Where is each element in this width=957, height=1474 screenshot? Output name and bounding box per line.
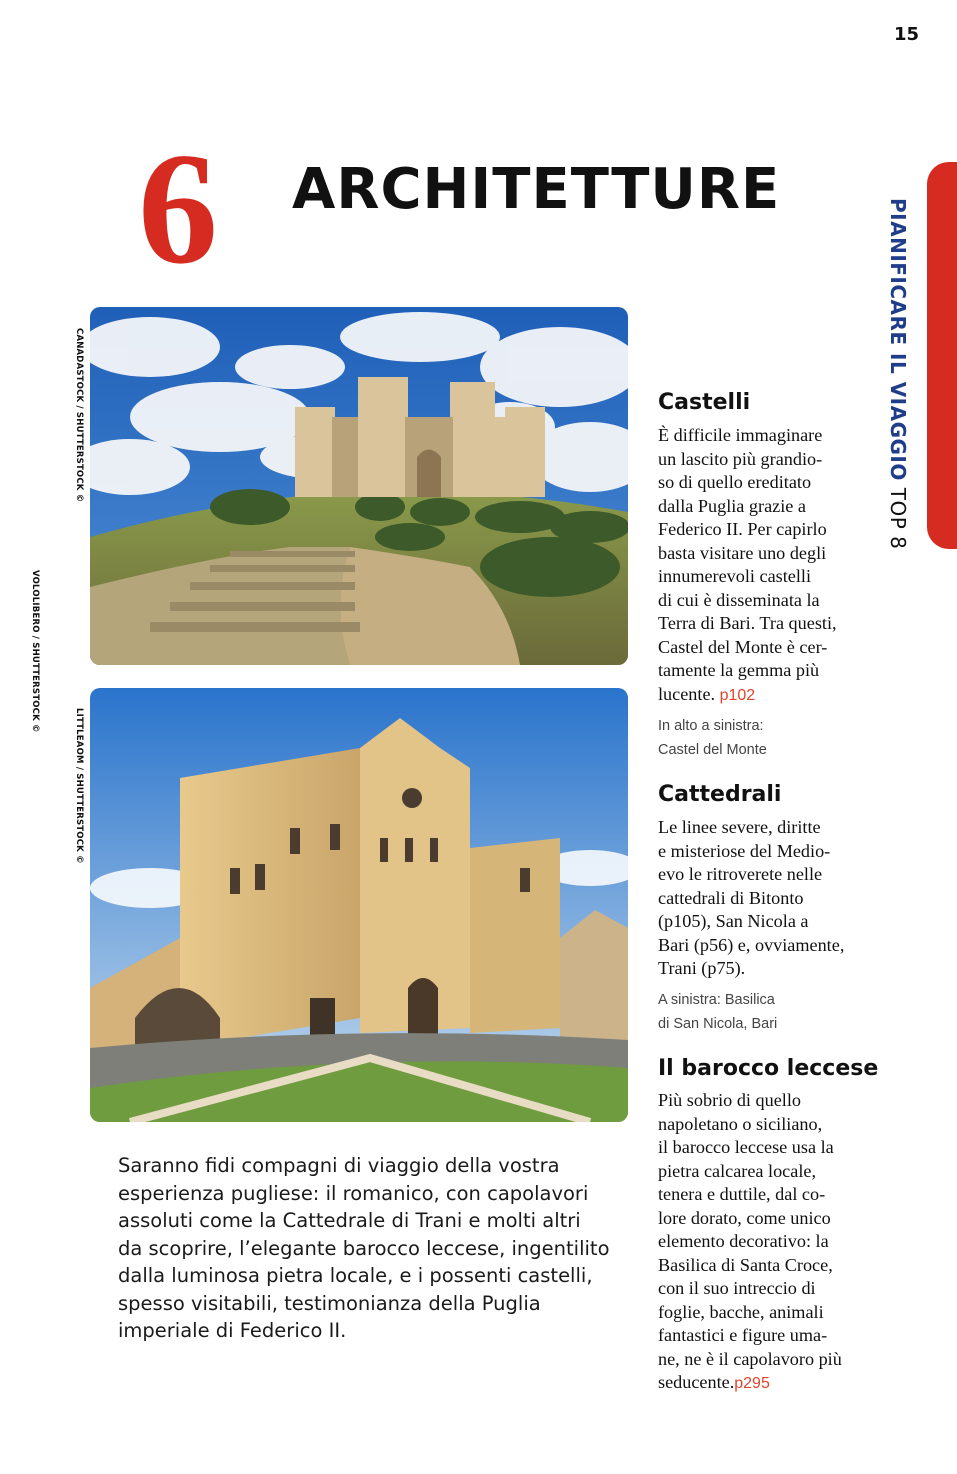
heading-castelli: Castelli [658,390,751,415]
text-line: basta visitare uno degli [658,542,827,563]
photo-basilica-san-nicola [90,688,628,1122]
caption-line: A sinistra: Basilica [658,992,775,1008]
text-line: fantastici e figure uma- [658,1325,828,1345]
intro-paragraph [118,1152,638,1345]
page-ref-link[interactable]: p295 [734,1375,770,1392]
caption-line: di San Nicola, Bari [658,1016,778,1032]
text-cattedrali [658,816,844,981]
text-line: Federico II. Per capirlo [658,519,827,539]
text-line: tenera e duttile, dal co- [658,1184,826,1204]
caption-cattedrali [658,988,777,1036]
side-label-normal: TOP 8 [886,480,910,550]
intro-line: Saranno fidi compagni di viaggio della vostra [118,1154,560,1177]
text-line: Castel del Monte è cer- [658,636,828,657]
text-line: Trani (p75). [658,958,746,978]
chapter-number: 6 [138,119,214,297]
side-label-bold: PIANIFICARE IL VIAGGIO [886,198,910,481]
text-line: Le linee severe, diritte [658,817,821,837]
caption-line: Castel del Monte [658,742,767,758]
text-line: foglie, bacche, animali [658,1301,824,1322]
text-line: so di quello ereditato [658,472,812,492]
text-line: innumerevoli castelli [658,566,812,586]
text-line: ne, ne è il capolavoro più [658,1348,842,1369]
text-line: con il suo intreccio di [658,1278,816,1298]
section-side-label [878,198,918,558]
intro-line: spesso visitabili, testimonianza della Puglia [118,1291,541,1315]
intro-line: da scoprire, l’elegante barocco leccese, ingentilito [118,1236,610,1260]
text-line: evo le ritroverete nelle [658,864,823,884]
text-line: Terra di Bari. Tra questi, [658,613,837,633]
page-number: 15 [893,24,919,45]
page-ref-link[interactable]: p102 [719,686,756,704]
photo-credit-outer: VOLOLIBERO / SHUTTERSTOCK © [30,570,40,733]
text-line: napoletano o siciliano, [658,1113,823,1134]
chapter-title: ARCHITETTURE [292,157,781,222]
text-line-with-ref [658,1371,842,1396]
text-line: elemento decorativo: la [658,1231,829,1251]
intro-line: esperienza pugliese: il romanico, con capolavori [118,1181,589,1205]
text-line: dalla Puglia grazie a [658,495,806,516]
heading-cattedrali: Cattedrali [658,782,782,807]
intro-line: dalla luminosa pietra locale, e i possenti castelli, [118,1264,593,1287]
text-line: tamente la gemma più [658,660,820,680]
photo-castel-del-monte [90,307,628,665]
section-tab [927,162,957,549]
text-line: un lascito più grandio- [658,448,823,469]
photo-credit-basilica: LITTLEAOM / SHUTTERSTOCK © [74,708,84,864]
text-line: cattedrali di Bitonto [658,887,804,908]
text-line: di cui è disseminata la [658,589,820,610]
text-line: il barocco leccese usa la [658,1137,834,1157]
text-line-with-ref [658,683,837,708]
text-line: lore dorato, come unico [658,1207,831,1228]
caption-line: In alto a sinistra: [658,718,764,734]
text-line: Basilica di Santa Croce, [658,1254,833,1275]
text-line: Bari (p56) e, ovviamente, [658,934,845,955]
text-line: È difficile immaginare [658,425,823,445]
photo-credit-castle: CANADASTOCK / SHUTTERSTOCK © [74,328,84,503]
text-line: lucente. [658,683,716,704]
text-line: (p105), San Nicola a [658,911,809,931]
heading-barocco-leccese: Il barocco leccese [658,1056,879,1081]
text-barocco-leccese [658,1089,842,1396]
intro-line: assoluti come la Cattedrale di Trani e molti altri [118,1209,581,1232]
caption-castelli [658,714,767,762]
text-castelli [658,424,837,707]
text-line: pietra calcarea locale, [658,1160,817,1181]
text-line: Più sobrio di quello [658,1090,801,1110]
intro-line: imperiale di Federico II. [118,1319,347,1342]
text-line: e misteriose del Medio- [658,840,831,861]
text-line: seducente. [658,1372,735,1392]
